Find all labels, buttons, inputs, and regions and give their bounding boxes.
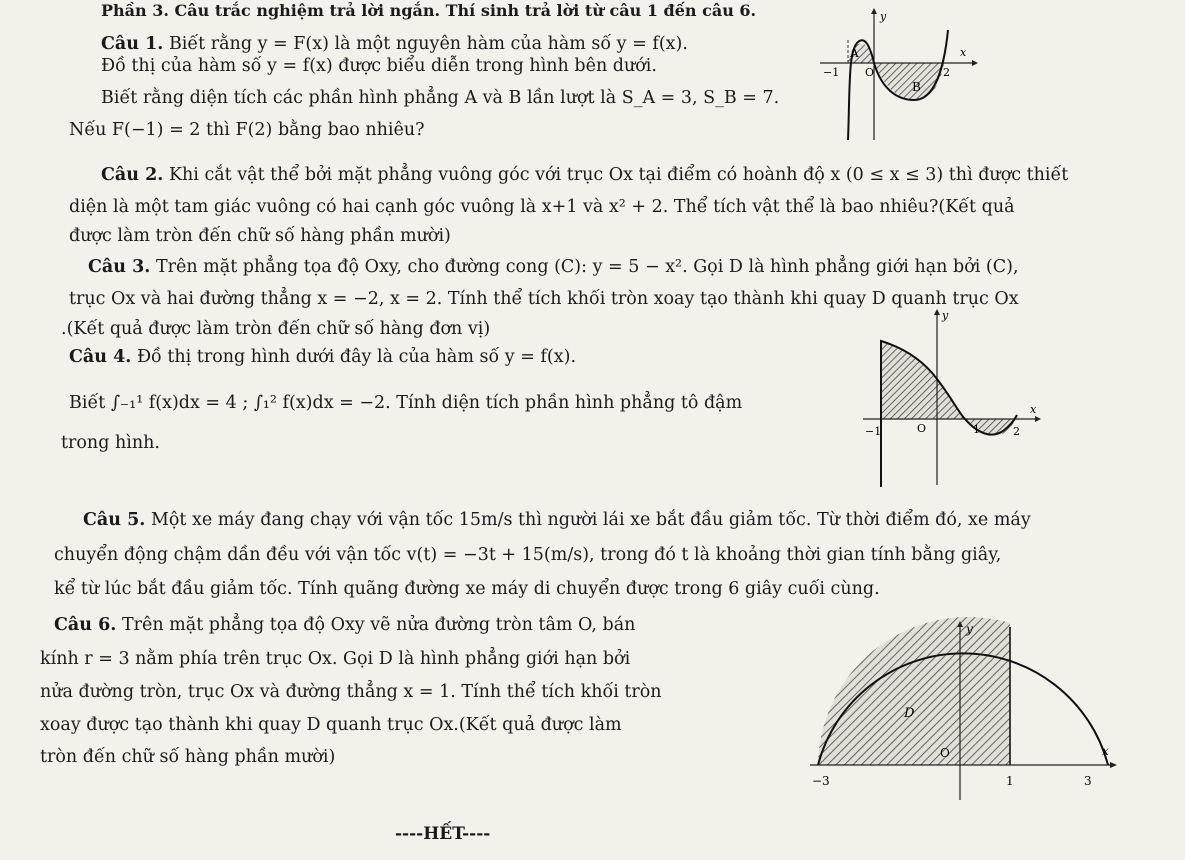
q1-origin-label: O <box>865 66 875 79</box>
q6-origin-label: O <box>940 746 950 760</box>
q1-figure <box>810 0 980 145</box>
q4-axis-y-label: y <box>942 309 949 322</box>
q3-line-2: trục Ox và hai đường thẳng x = −2, x = 2. Tính thể tích khối tròn xoay tạo thành khi quay D quanh trục Ox <box>69 289 1019 309</box>
q1-region-a-label: A <box>850 46 859 60</box>
q5-line-2: chuyển động chậm dần đều với vận tốc v(t) = −3t + 15(m/s), trong đó t là khoảng thời gian tính bằng giây, <box>54 545 1002 565</box>
q1-tick-2: 2 <box>943 66 950 79</box>
q3-line-1 <box>88 256 1019 278</box>
q6-region-label: D <box>904 706 915 721</box>
q1-text-1: Biết rằng y = F(x) là một nguyên hàm của hàm số y = f(x). <box>168 34 688 54</box>
q4-tick-2: 2 <box>1013 425 1020 438</box>
q4-origin-label: O <box>917 422 927 435</box>
q5-line-3: kể từ lúc bắt đầu giảm tốc. Tính quãng đường xe máy di chuyển được trong 6 giây cuối cùng. <box>54 579 880 599</box>
q6-line-1 <box>54 614 635 636</box>
q4-figure <box>855 305 1050 490</box>
q1-line-1 <box>101 33 688 55</box>
q6-line-2: kính r = 3 nằm phía trên trục Ox. Gọi D là hình phẳng giới hạn bởi <box>40 649 631 669</box>
q1-tick-neg1: −1 <box>823 66 840 79</box>
q2-text-1: Khi cắt vật thể bởi mặt phẳng vuông góc với trục Ox tại điểm có hoành độ x (0 ≤ x ≤ 3) thì được thiết <box>168 165 1069 185</box>
q3-line-3: .(Kết quả được làm tròn đến chữ số hàng đơn vị) <box>61 319 491 339</box>
q6-tick-neg3: −3 <box>812 774 830 788</box>
q5-text-1: Một xe máy đang chạy với vận tốc 15m/s thì người lái xe bắt đầu giảm tốc. Từ thời điểm đó, xe máy <box>150 510 1031 530</box>
q6-tick-3: 3 <box>1084 774 1092 788</box>
q2-line-3: được làm tròn đến chữ số hàng phần mười) <box>69 226 451 246</box>
q2-label: Câu 2. <box>101 165 164 185</box>
q4-line-3: trong hình. <box>61 433 160 453</box>
q5-label: Câu 5. <box>83 510 146 530</box>
q4-tick-neg1: −1 <box>865 425 882 438</box>
q6-line-4: xoay được tạo thành khi quay D quanh trục Ox.(Kết quả được làm <box>40 715 622 735</box>
q4-line-1 <box>69 346 576 368</box>
q4-label: Câu 4. <box>69 347 132 367</box>
q6-label: Câu 6. <box>54 615 117 635</box>
q1-label: Câu 1. <box>101 34 164 54</box>
q1-line-4: Nếu F(−1) = 2 thì F(2) bằng bao nhiêu? <box>69 120 425 140</box>
q6-axis-y-label: y <box>966 622 973 636</box>
q4-text-1: Đồ thị trong hình dưới đây là của hàm số y = f(x). <box>136 347 577 367</box>
q2-line-2: diện là một tam giác vuông có hai cạnh góc vuông là x+1 và x² + 2. Thể tích vật thể là bao nhiêu?(Kết quả <box>69 197 1015 217</box>
q1-line-2: Đồ thị của hàm số y = f(x) được biểu diễn trong hình bên dưới. <box>101 56 657 76</box>
q1-region-b-label: B <box>912 80 921 94</box>
q3-text-1: Trên mặt phẳng tọa độ Oxy, cho đường cong (C): y = 5 − x². Gọi D là hình phẳng giới hạn bởi (C), <box>155 257 1019 277</box>
q6-line-5: tròn đến chữ số hàng phần mười) <box>40 747 336 767</box>
q4-tick-1: 1 <box>973 423 980 436</box>
q6-tick-1: 1 <box>1006 774 1014 788</box>
q2-line-1 <box>101 164 1068 186</box>
q4-axis-x-label: x <box>1030 403 1037 416</box>
q3-label: Câu 3. <box>88 257 151 277</box>
q5-line-1 <box>83 509 1031 531</box>
q1-axis-y-label: y <box>880 10 887 23</box>
q6-axis-x-label: x <box>1102 744 1109 758</box>
q6-text-1: Trên mặt phẳng tọa độ Oxy vẽ nửa đường tròn tâm O, bán <box>121 615 636 635</box>
part-heading: Phần 3. Câu trắc nghiệm trả lời ngắn. Thí sinh trả lời từ câu 1 đến câu 6. <box>101 1 757 20</box>
q6-line-3: nửa đường tròn, trục Ox và đường thẳng x = 1. Tính thể tích khối tròn <box>40 682 662 702</box>
q1-axis-x-label: x <box>960 46 967 59</box>
end-marker: ----HẾT---- <box>395 824 491 844</box>
q4-line-2: Biết ∫₋₁¹ f(x)dx = 4 ; ∫₁² f(x)dx = −2. Tính diện tích phần hình phẳng tô đậm <box>69 393 743 413</box>
q1-line-3: Biết rằng diện tích các phần hình phẳng A và B lần lượt là S_A = 3, S_B = 7. <box>101 88 780 108</box>
q6-figure <box>790 615 1120 805</box>
